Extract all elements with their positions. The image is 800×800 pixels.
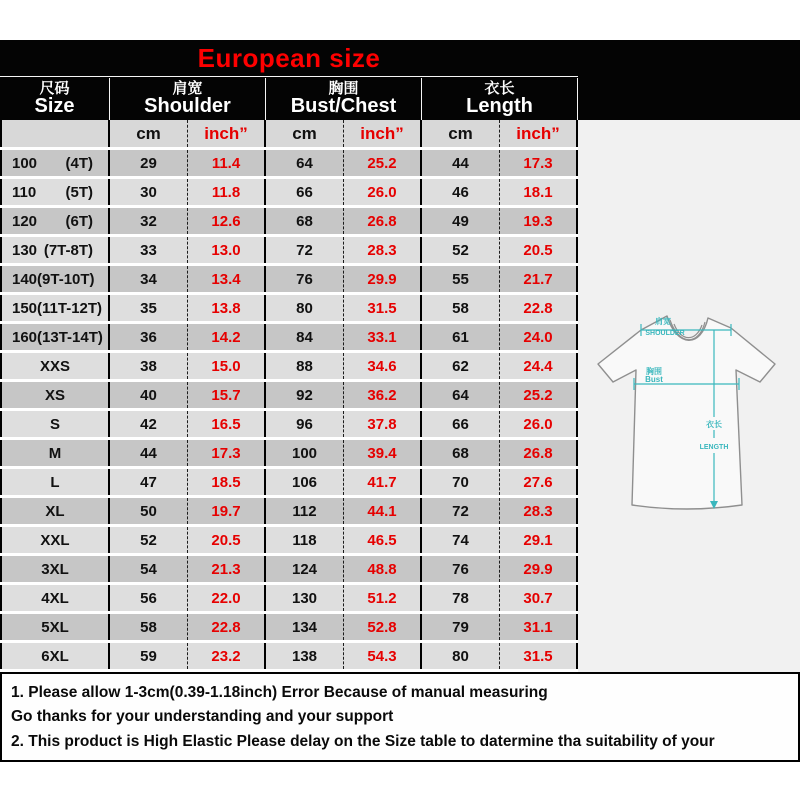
value-inch-cell: 27.6 (500, 469, 578, 495)
table-row (0, 179, 578, 208)
value-cm-cell: 47 (110, 469, 188, 495)
value-cm-cell: 88 (266, 353, 344, 379)
size-label: 100 (12, 154, 38, 172)
unit-header-cm: cm (266, 120, 344, 147)
size-cell (0, 324, 110, 350)
value-inch-cell: 17.3 (500, 150, 578, 176)
value-inch-cell: 24.0 (500, 324, 578, 350)
column-header-length (422, 78, 578, 120)
size-age-tag: (6T) (65, 212, 93, 230)
size-label: 110 (12, 183, 37, 201)
column-header-shoulder (110, 78, 266, 120)
value-inch-cell: 51.2 (344, 585, 422, 611)
value-cm-cell: 74 (422, 527, 500, 553)
value-inch-cell: 44.1 (344, 498, 422, 524)
value-cm-cell: 80 (422, 643, 500, 669)
value-cm-cell: 42 (110, 411, 188, 437)
value-inch-cell: 29.9 (500, 556, 578, 582)
value-inch-cell: 19.7 (188, 498, 266, 524)
table-row (0, 527, 578, 556)
value-cm-cell: 78 (422, 585, 500, 611)
size-cell: XXS (0, 353, 110, 379)
unit-header-empty (0, 120, 110, 147)
note-line: Go thanks for your understanding and your support (11, 708, 394, 726)
value-inch-cell: 37.8 (344, 411, 422, 437)
value-inch-cell: 48.8 (344, 556, 422, 582)
value-inch-cell: 18.5 (188, 469, 266, 495)
value-inch-cell: 15.0 (188, 353, 266, 379)
value-inch-cell: 54.3 (344, 643, 422, 669)
table-row (0, 440, 578, 469)
title-row (0, 40, 578, 77)
column-header-length-zh: 衣长 (484, 79, 515, 97)
unit-header-cm: cm (110, 120, 188, 147)
value-inch-cell: 31.5 (344, 295, 422, 321)
value-inch-cell: 21.7 (500, 266, 578, 292)
value-cm-cell: 68 (266, 208, 344, 234)
column-header-shoulder-en: Shoulder (144, 95, 231, 118)
value-inch-cell: 25.2 (344, 150, 422, 176)
value-inch-cell: 11.4 (188, 150, 266, 176)
size-cell: XXL (0, 527, 110, 553)
value-inch-cell: 28.3 (344, 237, 422, 263)
size-label: 140 (12, 270, 38, 288)
column-header-shoulder-zh: 肩宽 (172, 79, 203, 97)
size-label: 150 (12, 299, 38, 317)
size-age-tag: (5T) (65, 183, 93, 201)
bust-label-zh: 胸围 (646, 367, 662, 376)
value-cm-cell: 44 (110, 440, 188, 466)
unit-header-inch: inch” (344, 120, 422, 147)
value-inch-cell: 46.5 (344, 527, 422, 553)
value-inch-cell: 26.0 (344, 179, 422, 205)
size-label: 130 (12, 241, 38, 259)
size-cell (0, 179, 110, 205)
tshirt-outline (598, 316, 775, 509)
value-inch-cell: 14.2 (188, 324, 266, 350)
value-inch-cell: 22.8 (188, 614, 266, 640)
table-row (0, 556, 578, 585)
value-cm-cell: 64 (266, 150, 344, 176)
value-inch-cell: 13.8 (188, 295, 266, 321)
value-cm-cell: 61 (422, 324, 500, 350)
value-inch-cell: 12.6 (188, 208, 266, 234)
value-cm-cell: 58 (110, 614, 188, 640)
size-age-tag: (11T-12T) (37, 299, 103, 317)
value-cm-cell: 58 (422, 295, 500, 321)
value-cm-cell: 72 (422, 498, 500, 524)
size-cell (0, 295, 110, 321)
value-cm-cell: 96 (266, 411, 344, 437)
size-cell (0, 237, 110, 263)
unit-header-inch: inch” (500, 120, 578, 147)
value-inch-cell: 22.8 (500, 295, 578, 321)
value-cm-cell: 62 (422, 353, 500, 379)
table-row (0, 295, 578, 324)
value-cm-cell: 64 (422, 382, 500, 408)
table-row (0, 585, 578, 614)
value-cm-cell: 54 (110, 556, 188, 582)
table-row (0, 208, 578, 237)
value-inch-cell: 36.2 (344, 382, 422, 408)
value-cm-cell: 59 (110, 643, 188, 669)
column-group-headers (0, 78, 578, 120)
value-inch-cell: 23.2 (188, 643, 266, 669)
table-row (0, 614, 578, 643)
value-inch-cell: 26.8 (344, 208, 422, 234)
value-cm-cell: 38 (110, 353, 188, 379)
size-table (0, 120, 578, 672)
value-cm-cell: 80 (266, 295, 344, 321)
value-inch-cell: 18.1 (500, 179, 578, 205)
value-inch-cell: 33.1 (344, 324, 422, 350)
size-cell (0, 208, 110, 234)
value-inch-cell: 41.7 (344, 469, 422, 495)
value-inch-cell: 21.3 (188, 556, 266, 582)
tshirt-diagram (584, 302, 794, 524)
value-cm-cell: 92 (266, 382, 344, 408)
shirt-diagram-panel (578, 120, 800, 672)
size-age-tag: (13T-14T) (37, 328, 103, 346)
value-cm-cell: 32 (110, 208, 188, 234)
table-row (0, 266, 578, 295)
column-header-bust (266, 78, 422, 120)
column-header-bust-en: Bust/Chest (290, 95, 397, 118)
value-cm-cell: 50 (110, 498, 188, 524)
length-label-zh: 衣长 (706, 420, 722, 429)
value-cm-cell: 70 (422, 469, 500, 495)
value-inch-cell: 11.8 (188, 179, 266, 205)
size-cell: XS (0, 382, 110, 408)
size-age-tag: (7T-8T) (43, 241, 93, 259)
value-inch-cell: 28.3 (500, 498, 578, 524)
size-age-tag: (9T-10T) (37, 270, 95, 288)
value-inch-cell: 13.4 (188, 266, 266, 292)
size-label: 120 (12, 212, 38, 230)
value-cm-cell: 130 (266, 585, 344, 611)
footer-notes (0, 672, 800, 762)
value-cm-cell: 36 (110, 324, 188, 350)
size-cell: 6XL (0, 643, 110, 669)
column-header-length-en: Length (466, 95, 533, 118)
value-cm-cell: 138 (266, 643, 344, 669)
value-cm-cell: 118 (266, 527, 344, 553)
value-cm-cell: 66 (422, 411, 500, 437)
size-cell: 4XL (0, 585, 110, 611)
value-cm-cell: 49 (422, 208, 500, 234)
size-cell: S (0, 411, 110, 437)
value-cm-cell: 29 (110, 150, 188, 176)
value-cm-cell: 52 (422, 237, 500, 263)
value-inch-cell: 16.5 (188, 411, 266, 437)
value-inch-cell: 52.8 (344, 614, 422, 640)
value-inch-cell: 34.6 (344, 353, 422, 379)
value-inch-cell: 31.1 (500, 614, 578, 640)
table-row (0, 382, 578, 411)
table-row (0, 150, 578, 179)
table-row (0, 469, 578, 498)
value-cm-cell: 124 (266, 556, 344, 582)
note-line: 2. This product is High Elastic Please delay on the Size table to datermine tha suitability of your (11, 733, 715, 751)
unit-header-row (0, 120, 578, 150)
value-inch-cell: 29.9 (344, 266, 422, 292)
size-cell: XL (0, 498, 110, 524)
value-inch-cell: 25.2 (500, 382, 578, 408)
value-inch-cell: 26.8 (500, 440, 578, 466)
value-cm-cell: 68 (422, 440, 500, 466)
value-inch-cell: 22.0 (188, 585, 266, 611)
unit-header-inch: inch” (188, 120, 266, 147)
value-cm-cell: 40 (110, 382, 188, 408)
page-title: European size (197, 42, 381, 73)
value-inch-cell: 39.4 (344, 440, 422, 466)
value-cm-cell: 76 (266, 266, 344, 292)
table-row (0, 353, 578, 382)
table-row (0, 643, 578, 672)
value-inch-cell: 30.7 (500, 585, 578, 611)
value-inch-cell: 20.5 (188, 527, 266, 553)
value-cm-cell: 79 (422, 614, 500, 640)
size-label: 160 (12, 328, 38, 346)
value-cm-cell: 46 (422, 179, 500, 205)
shoulder-label-en: SHOULDER (645, 330, 685, 337)
value-cm-cell: 34 (110, 266, 188, 292)
table-row (0, 324, 578, 353)
value-cm-cell: 112 (266, 498, 344, 524)
value-cm-cell: 33 (110, 237, 188, 263)
length-label-en: LENGTH (699, 444, 729, 451)
value-inch-cell: 24.4 (500, 353, 578, 379)
column-header-size-zh: 尺码 (39, 79, 70, 97)
header-bar (0, 40, 800, 120)
table-body (0, 150, 578, 672)
column-header-size (0, 78, 110, 120)
value-inch-cell: 20.5 (500, 237, 578, 263)
value-cm-cell: 56 (110, 585, 188, 611)
table-row (0, 237, 578, 266)
value-cm-cell: 106 (266, 469, 344, 495)
value-cm-cell: 44 (422, 150, 500, 176)
value-cm-cell: 66 (266, 179, 344, 205)
value-cm-cell: 52 (110, 527, 188, 553)
value-inch-cell: 31.5 (500, 643, 578, 669)
table-row (0, 498, 578, 527)
size-cell (0, 266, 110, 292)
size-cell: M (0, 440, 110, 466)
unit-header-cm: cm (422, 120, 500, 147)
value-inch-cell: 29.1 (500, 527, 578, 553)
value-inch-cell: 26.0 (500, 411, 578, 437)
size-cell: 5XL (0, 614, 110, 640)
size-cell: L (0, 469, 110, 495)
column-header-size-en: Size (34, 95, 75, 118)
value-cm-cell: 72 (266, 237, 344, 263)
bust-label-en: Bust (645, 375, 663, 384)
value-inch-cell: 19.3 (500, 208, 578, 234)
value-cm-cell: 100 (266, 440, 344, 466)
value-cm-cell: 134 (266, 614, 344, 640)
size-age-tag: (4T) (65, 154, 93, 172)
value-cm-cell: 30 (110, 179, 188, 205)
value-inch-cell: 17.3 (188, 440, 266, 466)
table-row (0, 411, 578, 440)
value-inch-cell: 13.0 (188, 237, 266, 263)
value-inch-cell: 15.7 (188, 382, 266, 408)
value-cm-cell: 35 (110, 295, 188, 321)
shoulder-label-zh: 肩宽 (655, 317, 671, 326)
column-header-bust-zh: 胸围 (328, 79, 359, 97)
value-cm-cell: 84 (266, 324, 344, 350)
size-cell (0, 150, 110, 176)
value-cm-cell: 55 (422, 266, 500, 292)
note-line: 1. Please allow 1-3cm(0.39-1.18inch) Error Because of manual measuring (11, 683, 548, 701)
value-cm-cell: 76 (422, 556, 500, 582)
size-cell: 3XL (0, 556, 110, 582)
